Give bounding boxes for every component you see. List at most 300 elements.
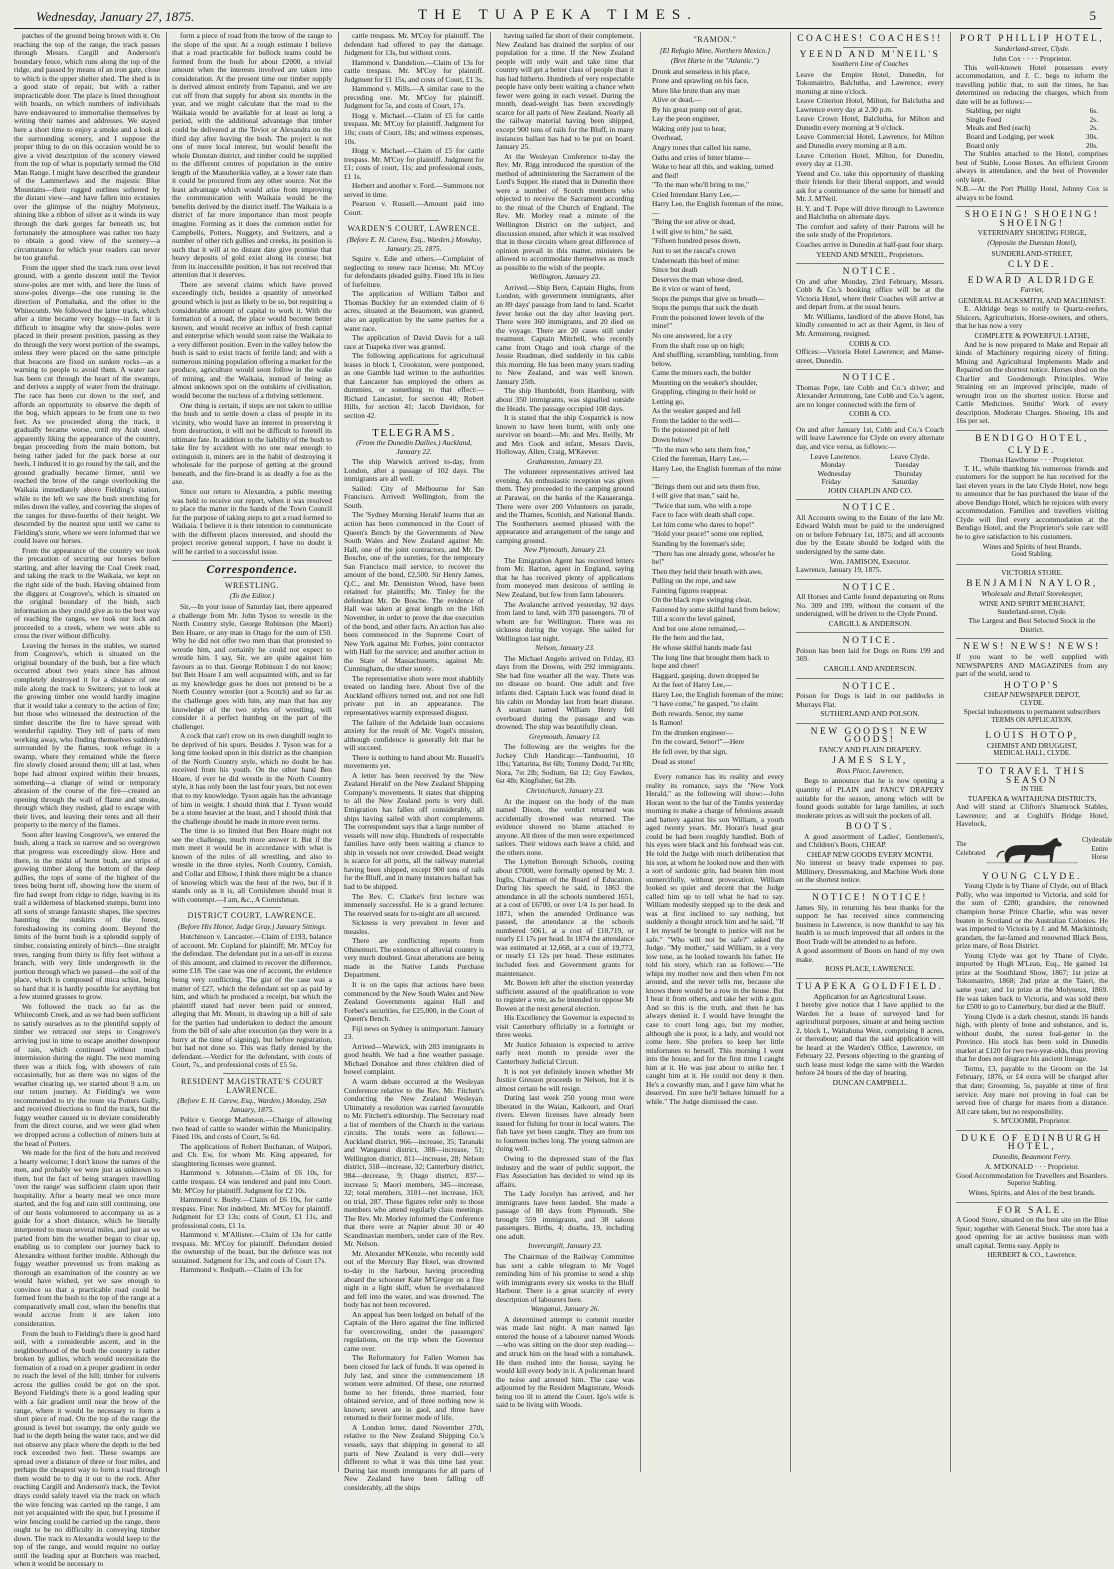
poem-line: Cried Intendant Harry Lee,— [652, 189, 740, 199]
court-paragraph: Hogg v. Michael.—Claim of £5 for cattle trespass. Mr. M'Coy for plaintiff. Judgment for £1; costs of court, 11s; and professional costs, £1 1s. [344, 146, 484, 181]
notice-signature: COBB & CO. [849, 409, 891, 419]
horse-illustration-icon [986, 830, 1078, 870]
letter-paragraph: The time is so limited that Ben Hoare might not see the challenge, much more answer it. But if the men meet it would be in accordance with what is known of the rules of all wrestling, and also to wrestle in the three styles, North Country, Cornish, and Collar and Elbow, I think there might be a chance of knowing which was the best of the two, but if it stands only as it is, all Cornishmen should treat it with contempt.—I am, &c., A Cornishman. [172, 826, 332, 904]
divider [843, 47, 896, 48]
poem-line: Mounting on the weaker's shoulder, [652, 377, 758, 387]
column-5 [640, 32, 789, 1472]
telegram-paragraph: The Lyttelton Borough Schools, costing about £7000, were formally opened by Mr. J. Inglis, Chairman of the Board of Education. During his speech he said, in 1863 the attendance in all the schools numbered 1651, at a cost of £6700, or over 1/4 1s per head. In 1871, when the amended Ordinance was passed, the attendance at the schools numbered 5061, at a cost of £10,719, or nearly £1 17s per head. In 1874 the attendance was estimated at 12,668, at a cost of 19,773, or nearly £1 12s per head. These estimates included fees and Government grants for maintenance. [496, 857, 634, 978]
court-paragraph: Hammond v. Johnston.—Claim of £6 10s, for cattle trespass. £4 was tendered and paid into Court. Mr. M'Coy for plaintiff. Judgment for £2 10s. [172, 1168, 332, 1195]
telegram-paragraph: The representative shots were most shabbily treated on landing here. About five of the Auckland officers turned out, and not one full private put in an appearance. The representatives warmly expressed disgust. [344, 673, 484, 718]
ad-goods-title: NEW GOODS! NEW GOODS! [810, 726, 930, 746]
notice-signature: ROSS PLACE, LAWRENCE. [825, 964, 915, 974]
poem-line: Stops the pumps that give us breath— [652, 293, 765, 303]
poem-line: Lay the peon engineer, [652, 114, 720, 124]
court-report-paragraphs [172, 1116, 332, 1275]
poem-line: Harry Lee, the English foreman of the mine; [652, 689, 784, 699]
ad-young-clyde-signature: S. M'COOMB, Proprietor. [993, 1116, 1071, 1126]
telegram-paragraph: The Emigration Agent has received letters from Mr. Barton, agent in England, saying that he has received plenty of applications from moneyed men desirous of settling in New Zealand, but few from farm labourers. [496, 555, 634, 599]
schedule-row [796, 470, 944, 479]
court-paragraph: Herbert and another v. Ford.—Summons not served in time. [344, 181, 484, 199]
rate-price: 2s. [1089, 114, 1098, 124]
column-2 [166, 32, 337, 1472]
notice-body: On and after Monday, 23rd February, Messrs. Cobb & Co.'s booking office will be at the Victoria Hotel, where their Coaches will arrive at and depart from, at the usual hours. [796, 276, 944, 312]
telegram-paragraph: Fiji news on Sydney is unimportant. January 23. [344, 1023, 484, 1042]
article-subheading: (Before E. H. Carew, Esq., Warden.) Monday, January, 25, 1875. [346, 235, 482, 253]
ad-young-clyde-body: And will stand at Clifton's Shamrock Stables, Lawrence; and at Coghill's Bridge Hotel, Havelock, [956, 802, 1108, 829]
page-number: 5 [1089, 8, 1096, 23]
ad-news-town: CLYDE. [1020, 699, 1044, 707]
story-paragraph: Every romance has its reality and every reality its romance, says the "New York Herald," as the following will show:—John Horan went to the bar of the Tombs yesterday morning to make a charge of felonious assault and battery against his son William, a youth aged twenty years. Mr. Horan's head gear could be had been roughly handled. Both of his eyes were black and his forehead was cut. He told the Judge with much deliberation that his son, at whom he looked now and then with a sort of sardonic grin, had beaten him most unmercifully, without provocation. William looked so quiet and decent that the Judge called him up to tell what he had to say. William modestly stepped up to the desk and was at first inclined to say nothing, but suddenly a thought struck him and he said, "If I let myself be brought to justice will not be safe." "Who will not be safe?" asked the Judge. "My mother," said William, in a very low tone, as he looked towards his father. He told his story, which ran as follows:—"He whips my mother now and then when I'm not around, and she never tells me, because she knows there would be a row in the house. But I hear it from others, and take her with a gun. And so this is the truth, and then he has always denied it. I would have brought the case to court long ago, but my mother, although she is poor, is a lady, and would not come here. She prefers to keep her little misfortunes to herself. This morning I went into the house, and for the first time I caught him at it. He was just about to strike her. I caught him at it. He could not deny it then. He's a cowardly man, and I gave him what he deserved. I'm sure he'll behave himself for a while." The Judge dismissed the case. [646, 772, 784, 1106]
rate-price: 20s. [1085, 140, 1098, 150]
ad-smith-body: And he is now prepared to Make and Repair all kinds of Machinery requiring nicety of fitting. Mining and Agricultural Implements Made and Repaired on the shortest notice. Horses shod on the Charlier and Goodenough Principles. Wire Straining on an improved principle, made of wrought iron on the shortest notice. Horse and Cattle Medicines. Smiths' Work of every description. Moderate Charges. Shoeing, 10s and 16s per set. [956, 339, 1108, 426]
ad-for-sale-title: FOR SALE. [997, 1205, 1067, 1216]
issue-date: Wednesday, January 27, 1875. [36, 9, 195, 24]
section-heading-telegrams: TELEGRAMS. [372, 426, 456, 439]
ad-coaches-title: COACHES! COACHES!! [797, 34, 943, 44]
ad-coaches-firm: YEEND AND M'NEIL'S [799, 49, 941, 60]
telegram-paragraph: The Reformatory for Fallen Women has been closed for lack of funds. It was opened in July last, and since the commencement 18 women were admitted. Of these, one returned home to her friends, three married, four obtained service, and of three nothing now is known; seven are in gaol, and three have returned to their former mode of life. [344, 1353, 484, 1423]
telegram-paragraphs [496, 655, 634, 732]
ad-line-item: Leave Criterion Hotel, Milton, for Balclutha and Lawrence every day at 2.30 p.m. [796, 96, 944, 114]
poem-line: "There has one already gone, whose'er he be!" [652, 548, 775, 567]
poem-line: I'm the coward, Senor!"—Here [652, 737, 745, 747]
poem-line: "To the man who'll bring to me," [652, 180, 749, 190]
ad-boots-title: BOOTS. [845, 822, 895, 833]
poem-line: "Twice that sum, who with a rope [652, 500, 752, 510]
ad-hotop-address: MEDICAL HALL, CLYDE. [993, 750, 1071, 758]
column-6-advertisements [790, 32, 949, 1472]
article-subheading: (Before His Honor, Judge Gray.) January Sittings. [177, 921, 327, 931]
notice-body: Poison has been laid for Dogs on Runs 199 and 369. [796, 645, 944, 664]
telegram-paragraph: The following are the weights for the Jockey Club Handicap:—Tambourini, 10 1lbs; Yattarina, 8st 6lb; Tommy Dodd, 7st 8lb; Nora, 7st 2lb; Sodium, 6st 12; Guy Fawkes, 6st 4lb; Kingfisher, 6st 2lb. [496, 742, 634, 786]
court-report-paragraphs [344, 32, 484, 217]
article-paragraph: We followed the track so far as the Whitecomb Creek, and as we had been sufficient to satisfy ourselves as to the plentiful supply of timber we retraced our steps to Cosgrove's arriving just in time to escape another downpour of rain, which continued without much intermission during the night. The next morning there was a thick fog, with showers of rain occasionally, but as there was no signs of the weather clearing up, we started about 9 a.m. on our return journey. At Fielding's we were recommended to try the route via Potters Gully, and received directions to find the track, but the foggy weather caused us to deviate considerably from the direct course, and we were glad when we dropped across a collection of miners huts at the head of Potters. [14, 1001, 160, 1148]
poem-line: I'm the drunken engineer— [652, 727, 734, 737]
column-1 [14, 31, 165, 1569]
notice-signature: CARGILL AND ANDERSON. [823, 664, 917, 673]
rate-price: 2s. [1089, 123, 1098, 133]
poem-line: Till a score the level gained, [652, 614, 736, 624]
notice-signature: CARGILL & ANDERSON. [828, 618, 912, 628]
telegram-paragraph: A determined attempt to commit murder was made last night. A man named Igo entered the house of a labourer named Woods—who was sitting on the door step reading—and struck him on the head with a tomahawk. He then rushed into the house, saying he would kill every body in it. A policeman heard the noise and arrested him. The case was adjourned by the Resident Magistrate, Woods being too ill to attend the Court. Igo's wife is said to be living with Woods. [496, 1314, 634, 1410]
telegram-paragraph: It is on the tapis that actions have been commenced by the New South Wales and New Zealand Governments against Hall and Forbes's securities, for £25,000, in the Court of Queen's Bench. [344, 979, 484, 1024]
dateline-grahamston: Grahamston, January 23. [527, 456, 603, 466]
article-paragraph: From the bush to Fielding's there is good hard soil, with a considerable ascent, and in the neighbourhood of the bush the country is rather broken by gullies, which would necessitate the formation of a road on a proper gradient in order to reach the level of the hill; timber for culverts across the gullies could be got on the spot. Beyond Fielding's there is a good leading spur with a fair gradient until near the brow of the range, where it would be necessary to form a short piece of road. On the top of the range the ground is level but swampy, the only guide we had to the depth being the water race, and we did not observe any place where the depth to the bed rock exceeded two feet. These swamps are spread over a distance of three or four miles, and perhaps the cheapest way to form a road through them would be to dig it out to the rock. After reaching Cargill and Anderson's track, the Teviot drays could safely travel via the track on which the wire fencing was carried up the range, I am not yet acquainted with the spur, but I presume if wire fencing could be carried up the range, there ought to be no difficulty in conveying timber down. The track to Alexandra would keep to the top of the range, and would require no outlay until the leading spur at Butchers was reached, when it would be necessary to [14, 1328, 160, 1569]
schedule-cell: Monday [820, 460, 846, 470]
notice-body: I hereby give notice that I have applied to the Warden for a lease of surveyed land for agricultural purposes, situate at and being section 2, block I., Waitahuna West, comprising 8 acres, or thereabout; and that the said application will be heard at the Warden's Office, Lawrence, on February 22. Persons objecting to the granting of such lease must lodge the same with the Warden before 24 hours of the day of hearing. [796, 1000, 944, 1078]
ad-shoeing-town: CLYDE. [1007, 260, 1057, 271]
poem-title: "RAMON." [693, 35, 737, 44]
poem-line: From the poisoned lower levels of the mine!" [652, 312, 765, 331]
poem-line: "Bring the sot alive or dead, [652, 217, 736, 227]
newspaper-page [14, 31, 1113, 1569]
telegram-paragraph: The Chairman of the Railway Committee has sent a cable telegram to Mr Vogel reminding him of his promise to send a ship with immigrants every six weeks to the Bluff Harbour. There is a great scarcity of every description of labourers here. [496, 1252, 634, 1304]
court-paragraph: Police v. George Matheson.—Charge of allowing two head of cattle to wander within the Municipality. Fined 10s, and costs of Court, 5s 6d. [172, 1115, 332, 1142]
notice-body: All Horses and Cattle found depasturing on Runs No. 309 and 199, without the consent of the undersigned, will be driven to the Clyde Pound. [796, 592, 944, 619]
telegram-paragraph: Mr Justice Johnston is expected to arrive early next month to preside over the Canterbury Judicial Circuit. [496, 1039, 634, 1066]
ad-news-firm2: CHEAP NEWSPAPER DEPOT, [983, 690, 1081, 700]
dateline-invercargill: Invercargill, January 23. [528, 1241, 602, 1251]
article-subheading: (Before E. H. Carew, Esq., Warden.) Monday, 25th January, 1875. [177, 1096, 327, 1114]
ad-young-clyde-left: The Celebrated [956, 841, 986, 857]
telegram-paragraph: The Michael Angelo arrived on Friday, 83 days from the Downs, with 292 immigrants. She had fine weather all the way. There was no disease on board. One adult and five infants died. Captain Luck was found dead in his cabin on Monday last from heart disease. A seaman named William Henry fell overboard during the passage and was drowned. The ship was beautifully clean. [496, 653, 634, 732]
court-paragraph: Hutchinson v. Lancaster.—Claim of £193, balance of account. Mr. Copland for plaintiff; Mr. M'Coy for the defendant. The defendant put in a set-off in excess of this amount, and claimed to recover the difference, some £18. The case was one of account, the evidence being very conflicting. The gist of the case was a matter of £27, which the defendant set up as paid by him, and which he produced a receipt, but which the plaintiff stated had never been paid or entered, alleging that Mr. Mount, in drawing up a bill of sale for the parties had undertaken to deduct the amount from the bill of sale after execution (as they were in a hurry at the time of signing), but before registration, but had not done so. This was flatly denied by the defendant.—Verdict for the defendant, with costs of Court, 7s., and professional costs of £5 5s. [172, 932, 332, 1070]
ad-coaches-lines [796, 71, 944, 250]
dateline-greymouth: Greymouth, January 13. [529, 731, 601, 741]
poem-line: "I have come," he gasped, "to claim [652, 699, 758, 709]
telegram-paragraph: Sickness is very prevalent in fever and measles. [344, 918, 484, 936]
schedule-cell: Leave Clyde. [890, 451, 930, 461]
dateline-wanganui: Wanganui, January 26. [530, 1304, 600, 1314]
ad-goods-body: Begs to announce that he is now opening a quantity of PLAIN and FANCY DRAPERY suitable for the season, among which will be found goods suitable for large families, at such moderate prices as will suit the pockets of all. [796, 776, 944, 820]
poem-line: No one answered, for a cry [652, 330, 733, 340]
divider [796, 632, 944, 633]
ad-naylor-trade2: WINE AND SPIRIT MERCHANT, [979, 599, 1085, 609]
section-heading-correspondence: Correspondence. [206, 562, 298, 577]
divider [796, 263, 944, 264]
ad-paragraph: Young Clyde is a dark chesnut, stands 16 hands high, with plenty of bone and substance, and is, without doubt, the surest foal-getter in the Province. His stock has been sold in Dunedin market at £120 for two two-year-olds, thus proving that he does not disgrace his ancient lineage. [956, 1011, 1108, 1064]
notice-body: Thomas Pope, late Cobb and Co.'s driver; and Alexander Armstrong, late Cobb and Co.'s agent, are no longer connected with the firm of [796, 382, 944, 409]
ad-port-phillip-note: N.B.—At the Port Phillip Hotel, Johnny Cox is always to be found. [956, 184, 1108, 202]
telegram-paragraph: His Excellency the Governor is expected to visit Canterbury officially in a fortnight or three weeks. [496, 1013, 634, 1040]
ad-bendigo-footer: Wines and Spirits of best Brands. [982, 541, 1082, 551]
divider [796, 978, 944, 979]
ad-paragraph: Terms, £3, payable to the Groom on the 1st February, 1876, or £4 extra will be charged after that date; Grooming, 5s, payable at time of first service. Any mare not proving in foal can be served free of charge for mares from a distance. All care taken, but no responsibility. [956, 1063, 1108, 1116]
schedule-cell: Wednesday [817, 468, 852, 478]
ad-duke-address: Dunedin, Beaumont Ferry. [992, 1151, 1072, 1161]
telegram-paragraphs [496, 1316, 634, 1410]
telegram-paragraphs [496, 557, 634, 643]
ad-port-phillip-address: Sunderland-street, Clyde. [994, 43, 1070, 53]
dateline-christchurch: Christchurch, January 23. [526, 786, 604, 796]
dateline-nelson: Nelson, January 23. [535, 643, 595, 653]
poem-line: Letting go, [652, 396, 685, 406]
article-continued-paragraphs [14, 32, 160, 1569]
poem-line: Both rewards. Senor, my name [652, 708, 744, 718]
notice-signature: COBB & CO. [849, 338, 891, 348]
notice-title: TUAPEKA GOLDFIELD. [796, 981, 944, 992]
telegram-paragraph: An appeal has been lodged on behalf of the Captain of the Hero against the fine inflicted for overcrowding, under the passengers' regulations, on the trip when the Governor came over. [344, 1309, 484, 1353]
poem-line: Prone and sprawling on his face, [652, 76, 749, 86]
poem-line: He fell over, by that sign, [652, 747, 728, 757]
ad-port-phillip-rates [956, 107, 1108, 150]
ad-port-phillip-proprietor: John Cox · · · · Proprietor. [992, 54, 1072, 64]
court-paragraph: The application of William Talbot and Thomas Buckley for an extended claim of 6 acres, situated at the Beaumont, was granted, also an application by the same parties for a water race. [344, 289, 484, 333]
article-paragraph: Since our return to Alexandra, a public meeting was held to receive our report, when it was resolved to place the matter in the hands of the Town Council for the purpose of taking steps to get a road formed to Waikaia. I believe it is their intention to communicate with the different places interested, and should the project receive general support, I have no doubt it will be carried to a successful issue. [172, 486, 332, 556]
ad-paragraph: Young Clyde is by Thane of Clyde, out of Black Polly, who was imported to Victoria, and sold for the sum of £280; grandsire, the renowned champion horse Prince Charlie, who was never beaten in Scotland or the Australian Colonies. He was imported to Victoria by J. and M. Mackintosh; grandam, the far-famed and renowned Black Bess, prize mare, of Ross District. [956, 881, 1108, 951]
telegram-paragraphs [496, 468, 634, 545]
telegram-paragraphs [496, 798, 634, 1242]
poem-line: Down below! [652, 434, 693, 444]
ad-for-sale-signature: HERBERT & CO., Lawrence. [987, 1250, 1077, 1260]
letter-paragraph: A cock that can't crow on its own dunghill ought to be deprived of his spurs. Besides J. Tyson was for a long time looked upon in this district as the champion of the North Country style, which no doubt he has received from his youth. On the other hand Ben Hoare, if ever he did wrestle in the North Country style, it has only been the last four years, but not even that to my knowledge. Tyson again has the advantage of him in weight. I should think that J. Tyson would be a stone heavier at the least, and I should think that the challenge should be made in more even terms. [172, 731, 332, 826]
court-report-paragraphs [172, 933, 332, 1070]
divider [956, 763, 1108, 764]
telegram-paragraph: A warm debate occurred at the Wesleyan Conference relative to the Rev. Mr. Fitchett's conducting the New Zealand Wesleyan. Ultimately a resolution was carried favourable to Mr. Fitchett's editorship. The Secretary read a list of members of the Church in the various circuits. The totals were as follows:—Auckland district, 966—increase, 35; Taranaki and Wanganui district, 388—increase, 51; Wellington district, 811—increase, 28; Nelson district, 318—increase, 32; Canterbury district, 984—decrease, 9; Otago district, 837—increase 5; Maori members, 345—increase, 32; total members, 3101—net increase, 163; on trial, 287. These figures refer only to those members who attend regularly class meetings. The Rev. Mr. Morley informed the Conference that there were at Napier about 30 or 40 Scandinavian members, under care of the Rev. Mr. Nelson. [344, 1076, 484, 1249]
poem-line: Woke to hear all this, and waking, turned and fled! [652, 162, 774, 180]
rate-item: Board and Lodging, per week [966, 132, 1055, 142]
ad-news-title: NEWS! NEWS! NEWS! [963, 642, 1101, 653]
ad-paragraph: Young Clyde was got by Thane of Clyde, imported by Hugh M'Lean, Esq., He gained 1st prize at the Southland Show, 1867; 1st prize at Tokomairiro, 1868; 2nd prize at the Taieri, the same year; and 1st prize at the Molyneux, 1869. He was taken back to Victoria, and was sold there for £500 to go to Canterbury, but died at the Bluff. [956, 950, 1108, 1012]
divider [796, 499, 944, 500]
notice-signature: DUNCAN CAMPBELL. [832, 1077, 908, 1087]
ad-hotop-trade: CHEMIST AND DRUGGIST, [986, 740, 1078, 750]
poem-line: "To the man who sets them free," [652, 444, 751, 454]
ad-duke-footer: Superior Stabling. [1007, 1180, 1057, 1188]
schedule-cell: Friday [821, 477, 841, 487]
poem-line: Oaths and cries of bitter blame— [652, 152, 751, 162]
poem-line: Then they held their breath with awe, [652, 566, 763, 576]
schedule-row [796, 453, 944, 462]
notice-signature: SUTHERLAND AND POLSON. [820, 709, 920, 719]
ad-young-clyde-right: Clydesdale Entire Horse [1082, 837, 1113, 862]
rate-item: Meals and Bed (each) [966, 123, 1031, 133]
ad-port-phillip-body: This well-known Hotel possesses every accommodation, and J. C. begs to inform the travelling public that, to suit the times, he has determined on reducing the charges, which from date will be as follows:— [956, 62, 1108, 106]
ad-news-footer: Special inducements to permanent subscribers [963, 707, 1101, 717]
ad-bendigo-proprietor: Thomas Hawthorne · · · Proprietor. [979, 455, 1085, 465]
court-paragraph: Hammond v. M'Allister.—Claim of 13s for cattle trespass. Mr. M'Coy for plaintiff. Defendant denied the ownership of the beast, but the defence was not sustained. Judgment for 13s, and costs of Court 17s. [172, 1230, 332, 1265]
schedule-cell: Leave Lawrence. [810, 451, 862, 461]
ad-young-clyde-title: TO TRAVEL THIS SEASON [977, 767, 1087, 786]
ad-coaches-signature: YEEND AND M'NEIL, Proprietors. [816, 249, 924, 259]
ad-duke-body: Good Accommodation for Travellers and Boarders. [956, 1170, 1108, 1180]
article-heading-wardens-court: WARDEN'S COURT, LAWRENCE. [347, 224, 481, 234]
poem-line: Grappling, clinging to their hold or [652, 387, 756, 397]
article-paragraph: Leaving the horses in the stables, we started from Cosgrove's, which is situated on the original boundary of the bush, but a fire which occurred about two years since has almost completely destroyed it for a distance of one mile along the track to Switzers; yet to look at the growing timber one would hardly imagine that it would take a century to the action of fire; but those who witnessed the destruction of the timber describe the fire to have spread with wonderful rapidity. They tell of parts of men working away, who finding themselves suddenly surrounded by the flames, took refuge in a swamp, where they remained while the fierce fire slowly closed around them; till at last, when hope had almost expired within their breasts, something—a change of wind or temporary abrasion of the course of the fire—created an opening through the wall of flame and smoke, through which they rushed, glad to escape with their lives, and leaving their tents and all their property to the mercy of the flames. [14, 640, 160, 830]
court-paragraph: Squire v. Edie and others.—Complaint of neglecting to renew race license. Mr. M'Coy for defendants pleaded guilty. Fined 10s in lieu of forfeiture. [344, 254, 484, 289]
ad-shoeing-sub: VETERINARY SHOEING FORGE, [977, 228, 1087, 238]
notice-title: NOTICE. [842, 373, 898, 384]
telegram-paragraph: It is not yet definitely known whether Mr Justice Gresson proceeds to Nelson, but it is almost certain he will resign. [496, 1066, 634, 1093]
notice-body: On and after January 1st, Cobb and Co.'s Coach will leave Lawrence for Clyde on every alternate day, and vice versa, as follows:— [796, 424, 944, 451]
poem-lines [646, 68, 784, 766]
ad-smith-name: EDWARD ALDRIDGE [967, 275, 1097, 286]
ad-coaches-sub: Southern Line of Coaches [831, 59, 909, 69]
poem-line: Deserves the man whose deed, [652, 274, 743, 284]
court-paragraph: Pearson v. Russell.—Amount paid into Court. [344, 199, 484, 217]
telegram-paragraph: A letter has been received by the 'New Zealand Herald' on the New Zealand Shipping Company's movements. It states that shipping to all the New Zealand ports is very dull. Emigration has fallen off considerably, all ships having sailed with short complements. The correspondent says that a large number of vessels will now ship. Hundreds of respectable families have only been waiting a chance to ship in vessels not over crowded. Dead weight is scarce for all ports, all the railway material having been shipped, except 900 tons of rails for the Bluff, and in many instances ballast has had to be shipped. [344, 770, 484, 891]
ad-line-item: Leave Crown Hotel, Balclutha, for Milton and Dunedin every morning at 9 o'clock. [796, 114, 944, 132]
poem-line: I will give that man," said he, [652, 491, 740, 501]
ad-victoria-store-title: VICTORIA STORE. [1001, 567, 1063, 577]
court-paragraph: The applications of Robert Buchanan, of Waipori, and Ch. Ew, for whom Mr. King appeared, for slaughtering licenses were granted. [172, 1141, 332, 1168]
ad-boots-tagline: CHEAP NEW GOODS EVERY MONTH. [806, 849, 934, 859]
ad-line-item: Leave Criterion Hotel, Milton, for Dunedin, every day at 11.30. [796, 150, 944, 169]
ad-line-item: The comfort and safety of their Patrons will be the sole study of the Proprietors. [796, 221, 944, 240]
poem-line: Standing by the foreman's side; [652, 538, 745, 548]
horse-illustration-row [956, 830, 1113, 870]
court-paragraph: Hammond v. Mills.—A similar case to the preceding one. Mr. M'Coy for plaintiff. Judgment for 5s, and costs of Court, 17s. [344, 84, 484, 111]
divider [956, 430, 1108, 431]
telegram-paragraph: Arrived.—Ship Bern, Captain Highs, from London, with government immigrants, after an 89 days' passage from land to land. Scarlet fever broke out the day after leaving port. There were 360 immigrants, and 20 died on the voyage. There are 20 cases still under treatment. Captain Mitchell, who recently came from Otago and took charge of the Jessie Readman, died suddenly in his cabin this morning. He has been many years trading to New Zealand, and was well known. January 25th. [496, 282, 634, 386]
poem-line: The long line that brought them back to hope and cheer! [652, 652, 770, 671]
ad-boots-footer: No interest or heavy trade expenses to pay. Millinery, Dressmaking, and Machine Work done on the shortest notice. [796, 858, 944, 885]
article-continued-paragraphs [172, 32, 332, 556]
notice-title: NOTICE. [842, 636, 898, 647]
notice-title: NOTICE. [842, 503, 898, 514]
court-paragraph: cattle trespass. Mr. M'Coy for plaintiff. The defendant had offered to pay the damage. Judgment for 13s, but without costs. [344, 31, 484, 58]
poem-line: And but one alone remained,— [652, 623, 745, 633]
poem-line: On the black rope swinging clear, [652, 595, 752, 605]
poem-line: At the feet of Harry Lee,— [652, 680, 733, 690]
notice-subtitle: Application for an Agricultural Lease. [813, 991, 927, 1001]
ad-young-clyde-in: IN THE [1021, 786, 1043, 794]
notice-date: Lawrence, January 19, 1875. [796, 565, 882, 575]
court-paragraph: Hammond v. Busby.—Claim of £6 10s, for cattle trespass. Fine: Not indebted. Mr. M'Coy for plaintiff. Judgment for £3 13s; costs of Court, £1 11s, and professional costs, £1 1s. [172, 1195, 332, 1230]
poem-line: I will give to him," he said, [652, 226, 733, 236]
telegram-paragraph: having sailed far short of their complement. New Zealand has drained the surplus of our population for a time. If the New Zealand people will only wait and take time that country will get a better class of people than it has had hitherto. Hundreds of very respectable people have only been waiting a chance when fewer were going in each vessel. During the month, dead-weight has been exceedingly scarce for all parts of New Zealand. Nearly all the railway material having been shipped, except 900 tons of rails for the Bluff, in many instances ballast has had to be put on board. January 25. [496, 31, 634, 152]
ad-shoeing-sub2: (Opposite the Dunstan Hotel), [987, 238, 1077, 248]
ad-duke-title: DUKE OF EDINBURGH HOTEL, [961, 1133, 1103, 1153]
ad-naylor-name: BENJAMIN NAYLOR, [966, 579, 1098, 590]
ad-boots-body: A good assortment of Ladies', Gentlemen's, and Children's Boots, CHEAP. [796, 831, 944, 850]
ad-news-firm: HOTOP'S [1004, 680, 1060, 691]
divider [389, 220, 439, 221]
notice-title: NOTICE! NOTICE! [812, 893, 928, 904]
poem-line: Haggard, gasping, down dropped he [652, 670, 760, 680]
telegram-paragraph: The 'Sydney Morning Herald' learns that an action has been commenced in the Court of Queen's Bench by the Governments of New South Wales and New Zealand against Mr. Hall, one of the joint contractors, and Mr. De Bosche, one of the sureties, for the temporary San Francisco mail service, to recover the amount of the bond, £2,500. Sir Henry James, Q.C., and Mr. Denniston Wood, have been retained for plaintiffs; Mr. Tinley for the defendant Mr. De Bosche. The evidence of Hall was taken at great length on the 16th November, in order to prove the due execution of the bond, and other facts. An action has also been commenced in the Supreme Court of New York against Mr. Forbes, joint contractor with Hall for the service; and another action in the State of Massachusetts, against Mr. Cunningham, the other surety. [344, 510, 484, 674]
telegram-paragraph: A London letter, dated November 27th, relative to the New Zealand Shipping Co.'s vessels, says that shipping in general to all parts of New Zealand is very dull—very different to what it was this time last year. During last month immigrants for all parts of New Zealand have been falling off considerably, all the ships [344, 1422, 484, 1492]
article-paragraph: From the appearance of the country we took the precaution of securing our horses before starting, and after leaving the Coal Creek road, and taking the track to the Waikaia, we kept on the right side of the bush. Having obtained from the diggers at Cosgrove's, which is situated on the original boundary of the bush, such information as they could give as to the best way of reaching the ranges, we took our luck and proceeded to a creek, where we were able to cross the river without difficulty. [14, 545, 160, 641]
poem-line: Harry Lee, the English foreman of the mine— [652, 463, 782, 482]
court-paragraph: Hammond v. Redpath.—Claim of 13s for [180, 1265, 303, 1275]
poem-line: And shuffling, scrambling, tumbling, from below, [652, 350, 779, 368]
telegram-paragraphs [496, 284, 634, 457]
telegram-paragraph: The Rev. C. Clarke's first lecture was immensely successful. He is a grand lecturer. The reserved seats for to-night are all secured. [344, 891, 484, 918]
rate-item: Single Feed [966, 114, 1002, 124]
telegram-paragraph: The Lady Jocelyn has arrived, and her immigrants have been landed. She made a passage of 80 days from Plymouth. She brought 559 immigrants, and 38 saloon passengers. Births, 4; deaths, 19, including one adult. [496, 1189, 634, 1241]
poem-line: Is Ramon! [652, 718, 683, 728]
poem-location: [El Refugio Mine, Northern Mexico.] [659, 45, 771, 55]
divider [956, 638, 1108, 639]
ad-line-item: Yeend and Co. take this opportunity of thanking their friends for their liberal support, and would ask for a continuance of the same for himself and Mr. J. M'Neil. [796, 168, 944, 204]
ad-bendigo-footer: Good Stabling. [1011, 551, 1053, 559]
divider [690, 769, 740, 770]
poem-line: Underneath this heel of mine: [652, 255, 740, 265]
divider [956, 1202, 1108, 1203]
court-report-paragraphs [344, 255, 484, 420]
poem-line: As the weaker gasped and fell [652, 406, 741, 416]
article-paragraph: We made for the first of the huts and received a hearty welcome; I don't know the names of the men, and probably we were just as unknown to them, but the fact of being strangers travelling 'over the range' was sufficient claim upon their hospitality. After a hearty meal we once more started, and the fog and rain still continuing, one of our hosts volunteered to accompany us as a guide for a short distance, which he literally interpreted to mean several miles, and just as we parted from him the weather began to clear up, enabling us to complete our journey back to Alexandra without further trouble. Although the foggy weather prevented us from making as thorough an examination of the country as we would have wished, yet we saw enough to convince us that a practicable road could be formed from the bush to the top of the range at a comparatively small cost, when the benefits that would accrue from it are taken into consideration. [14, 1148, 160, 1329]
poem-line: By his great pump out of gear, [652, 104, 742, 114]
poem-line: Fainting figures reappear. [652, 585, 728, 595]
ad-for-sale-body: A Good Store, situated on the best site on the Blue Spur; together with General Stock. The store has a good opening for an active business man with small capital. Terms easy. Apply to [956, 1215, 1108, 1250]
divider [796, 369, 944, 370]
ad-smith-body: E. Aldridge begs to notify to Quartz-reefers, Sluicers, Agriculturists, Horse-owners, and others, that he has now a very [956, 304, 1108, 331]
poem-line: Fastened by some skilful hand from below; [652, 604, 781, 614]
poem-line: Drunk and senseless in his place, [652, 66, 750, 76]
ad-bendigo-title: BENDIGO HOTEL, [975, 433, 1089, 444]
ad-line-item: Coaches arrive in Dunedin at half-past four sharp. [796, 240, 944, 250]
notice-footer: Offices:—Victoria Hotel Lawrence; and Manse-street, Dunedin. [796, 347, 944, 365]
ad-line-item: Leave the Empire Hotel, Dunedin, for Tokomairiro, Balclutha, and Lawrence, every morning at nine o'clock. [796, 69, 944, 96]
article-heading-rm-court: RESIDENT MAGISTRATE'S COURT LAWRENCE. [181, 1076, 323, 1095]
article-paragraph: Soon after leaving Cosgrove's, we entered the bush, along a track so narrow and so overgrown that progress was exceedingly slow. Here and there, in the midst of burnt bush, are strips of growing timber along the bottom of the deep gullies, the tops of some of the highest of the trees being burnt off, showing how the storm of fire had swept from ridge to ridge, leaving in its trail a wilderness of blackened stumps, burnt into all sorts of strange fantastic shapes, like spectres haunting the outskirts of the forest, foreshadowing its coming doom. Beyond the limits of the burnt bush is a splendid supply of timber, consisting entirely of birch—fine straight trees, ranging from thirty to fifty feet without a branch, with very little undergrowth in the portion through which we passed—the soil of the place, which is composed of mica schist, being so hard that it is hardly possible for anything but a few stunted grasses to grow. [14, 829, 160, 1002]
poem-line: Came the miners each, the bolder [652, 368, 751, 378]
ad-port-phillip-body: The Stables attached to the Hotel, comprises best of Stable, Loose Boxes. An efficient Groom always in attendance, and the best of Provender only kept. [956, 149, 1108, 184]
article-heading-district-court: DISTRICT COURT, LAWRENCE. [187, 911, 317, 921]
court-paragraph: Hammond v. Dandelion.—Claim of 13s for cattle trespass. Mr. M'Coy for plaintiff. Judgment for £1 15s, and costs of Court, £1 3s. [344, 57, 484, 84]
divider [223, 1073, 281, 1074]
ad-line-item: H. Y. and T. Pope will drive through to Lawrence and Balclutha on alternate days. [796, 203, 944, 222]
divider [796, 579, 944, 580]
telegram-paragraph: The volunteer representatives arrived last evening. An enthusiastic reception was given them. They proceeded to the camping ground at Parawai, on the banks of the Kauaeranga. There were over 200 Volunteers on parade, and the Thames, Scottish, and National Bands. The Southerners seemed pleased with the appearance and arrangement of the range and camping ground. [496, 467, 635, 545]
telegram-paragraph: There is nothing to hand about Mr. Russell's movements yet. [344, 752, 484, 771]
ad-line-item: Leave Commercial Hotel, Lawrence, for Milton and Dunedin every morning at 8 a.m. [796, 132, 944, 151]
poem-line: Let him come who dares to hope!" [652, 519, 755, 529]
ad-smith-trade: Farrier, [1020, 285, 1044, 295]
notice-body: Poison for Dogs is laid in our paddocks in Murrays Flat. [796, 691, 944, 709]
poem-line: He the hero and the last, [652, 633, 724, 643]
ad-news-terms: TERMS ON APPLICATION. [991, 716, 1073, 724]
ad-smith-tagline: COMPLETE & POWERFUL LATHE, [974, 330, 1090, 340]
ad-smith-trade2: GENERAL BLACKSMITH, AND MACHINIST. [958, 295, 1106, 305]
divider [956, 206, 1108, 207]
divider [223, 907, 281, 908]
poem-source: (Bret Harte in the "Atlantic.") [670, 56, 760, 66]
poem-line: Alive or dead,— [652, 95, 702, 105]
ad-naylor-trade: Wholesale and Retail Storekeeper, [981, 588, 1083, 598]
telegram-paragraph: Sailed: City of Melbourne for San Francisco. Arrived: Wellington, from the South. [344, 483, 484, 510]
divider [389, 424, 439, 425]
notice-body: All Accounts owing to the Estate of the late Mr. Edward Walsh must be paid to the undersigned on or before February 1st, 1875; and all accounts due by the Estate should be lodged with the undersigned by the same date. [796, 512, 944, 556]
notice-signature: Wm. JAMISON, Executor. [829, 556, 911, 566]
schedule-cell: Thursday [894, 468, 923, 478]
ad-port-phillip-title: PORT PHILLIP HOTEL, [959, 34, 1105, 44]
ad-goods-address: Ross Place, Lawrence, [836, 765, 904, 775]
notice-body: James Sly, in returning his best thanks for the support he has received since commencing business in Lawrence, is now thankful to say his health is so much improved that all orders in the Boot Trade will be attended to as before. [796, 902, 944, 946]
divider [956, 1130, 1108, 1131]
poem-line: Be it vice or want of heed, [652, 284, 731, 294]
poem-line: Just to set the rascal's crown [652, 246, 736, 256]
letter-paragraphs [172, 603, 332, 904]
divider [172, 560, 332, 561]
poem-line: Angry tones that called his name, [652, 143, 751, 153]
notice-title: NOTICE. [842, 681, 898, 692]
poem-line: More like brute than any man [652, 85, 740, 95]
coach-schedule [796, 453, 944, 487]
divider [1005, 728, 1060, 729]
rate-item: Board only [966, 140, 1000, 150]
ad-bendigo-town: CLYDE. [1007, 445, 1057, 456]
ad-naylor-footer: The Largest and Best Selected Stock in the District. [968, 616, 1096, 634]
ad-naylor-address: Sunderland-street, Clyde. [997, 608, 1067, 616]
schedule-cell: Tuesday [894, 460, 920, 470]
court-paragraph: The application of David Davis for a tail race at Tuapeka river was granted. [344, 333, 484, 351]
article-paragraph: patches of the ground being brown with it. On reaching the top of the range, the track passes through Messrs. Cargill and Anderson's boundary fence, which runs along the top of the ridge, and passed by means of an iron gate, close to which is the upper shelter shed. The shed is in a good state of repair, but with a rather impracticable door. The place is lined throughout with boards, on which numbers of individuals have endeavoured to immortalise themselves by writing their names and addresses. We stayed here a short time to enjoy a smoke and a look at the surrounding scenery, and I suppose the proper thing to do on this occasion would be to give a vivid description of the scenery viewed from the top of what is popularly termed the Old Man Range. I might have described the grandeur of the Lammerlaws and the majestic Blue Mountains—their rugged outlines softened by the distant view—and have fallen into ecstasies over the glimpse of the mighty Molyneux, shining like a ribbon of silver as it winds its way through the dark gorges far beneath us; but fortunately the atmosphere was rather too hazy to obtain a good view of the scenery—a circumstance for which your readers can never be too grateful. [14, 31, 160, 263]
poem-line: From the ladder to the well— [652, 415, 740, 425]
poem-line: Face to face with death shall cope. [652, 510, 754, 520]
telegram-paragraph: The Avalanche arrived yesterday, 92 days from land to land, with 370 passengers. 70 of whom are for Wellington. There was no sickness during the voyage. She sailed for Wellington last night. [496, 599, 634, 643]
article-heading-wrestling: WRESTLING. [224, 580, 280, 590]
poem-line: Pulling on the rope, and saw [652, 576, 737, 586]
ad-young-clyde-districts: TUAPEKA & WAITAHUNA DISTRICTS, [967, 793, 1097, 803]
notice-footer: A good assortment of Boots on hand of my own make. [796, 946, 944, 964]
notice-title: NOTICE. [842, 267, 898, 278]
poem-line: "Hold your peace!" some one replied, [652, 529, 764, 539]
rate-price: 30s. [1085, 132, 1098, 142]
poem-line: Stops the pumps that suck the death [652, 303, 758, 313]
ad-young-clyde-name: YOUNG CLYDE. [982, 871, 1082, 882]
poem-line: "Brings them out and sets them free, [652, 481, 760, 491]
article-paragraph: There are several claims which have proved exceedingly rich, besides a quantity of unworked ground which is just as likely to be so, but requiring a considerable amount of capital to work it. With the formation of a road, the place would become better known, and would receive an influx of fresh capital and enterprise which would soon raise the Waikaia to a very different position. Even in the valley below the bush is said to exist tracts of fertile land; and with a numerous mining population offering a market for the produce, agriculture would soon follow in the wake of mining, and the Waikaia, instead of being as almost unknown spot on the outskirts of civilisation, would become the nucleus of a thriving settlement. [172, 279, 332, 400]
article-subheading: (From the Dunedin Dailies.) Auckland, January 22. [356, 438, 472, 456]
poem-line: Cried the foreman, Harry Lee,— [652, 454, 749, 464]
telegram-paragraph: During last week 250 young trout were liberated in the Waiau, Kaikouri, and Orari rivers. Eleven licenses have already been issued for fishing for trout in local waters. The fish have yet been caught. They are from ten to fourteen inches long. The young salmon are doing well. [496, 1093, 634, 1154]
poem-line: From the shaft rose up on high; [652, 340, 745, 350]
rate-item: Stabling, per night [966, 106, 1021, 116]
poem-line: "Fifteen hundred pesos down, [652, 236, 741, 246]
